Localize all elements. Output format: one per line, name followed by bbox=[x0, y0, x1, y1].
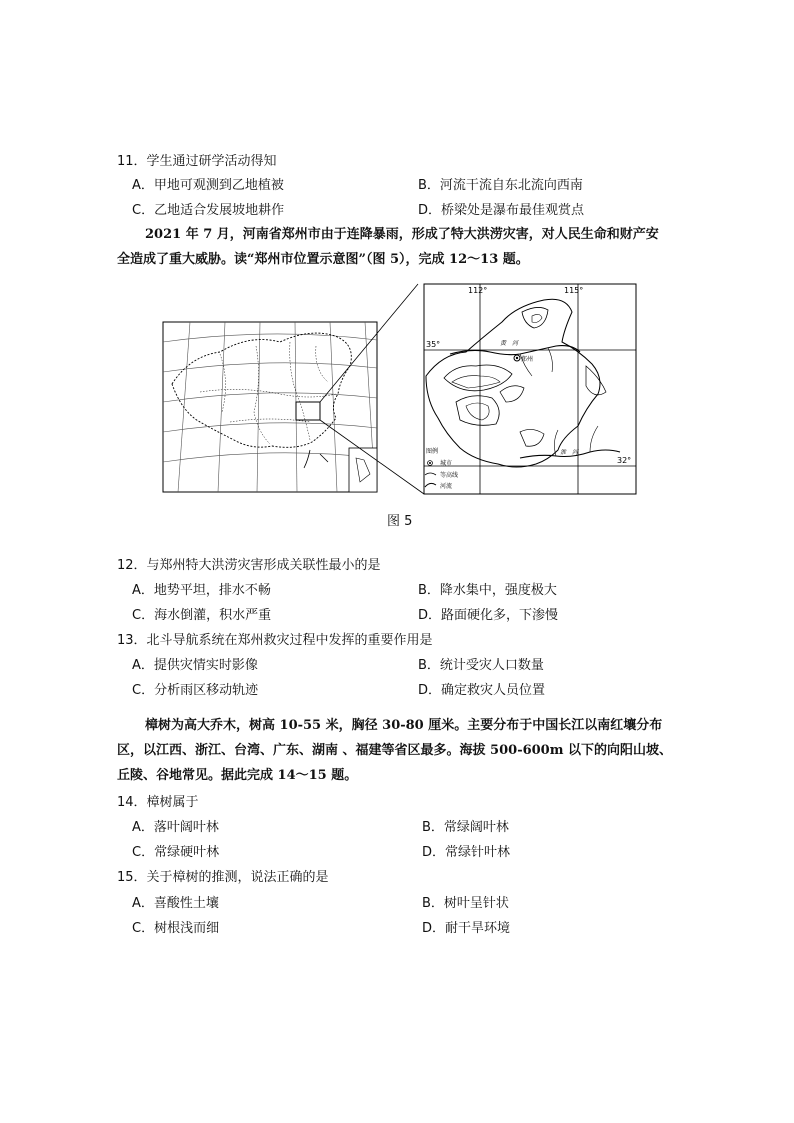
figure-5-maps bbox=[160, 282, 640, 496]
china-overview-map bbox=[163, 322, 377, 492]
q15-option-d: D．耐干旱环境 bbox=[422, 921, 511, 936]
q15-option-a: A．喜酸性土壤 bbox=[132, 896, 219, 911]
q11-option-a: A．甲地可观测到乙地植被 bbox=[132, 178, 284, 193]
q13-option-a: A．提供灾情实时影像 bbox=[132, 658, 258, 673]
label-lat-35: 35° bbox=[426, 340, 441, 349]
passage-flood-line-2: 全造成了重大威胁。读“郑州市位置示意图”（图 5），完成 12～13 题。 bbox=[117, 252, 529, 267]
label-lat-32: 32° bbox=[617, 456, 632, 465]
q13-option-d: D．确定救灾人员位置 bbox=[418, 683, 546, 698]
q11-stem: 11．学生通过研学活动得知 bbox=[117, 154, 277, 169]
passage-camphor bbox=[117, 713, 687, 788]
label-river-huai: 淮 河 bbox=[560, 449, 579, 456]
q12-option-d: D．路面硬化多，下渗慢 bbox=[418, 608, 559, 623]
q12-option-a: A．地势平坦，排水不畅 bbox=[132, 583, 271, 598]
q15-option-b: B．树叶呈针状 bbox=[422, 896, 509, 911]
passage-camphor-line-1: 樟树为高大乔木，树高 10-55 米，胸径 30-80 厘米。主要分布于中国长江以南红壤分布 bbox=[145, 718, 663, 733]
q11-option-c: C．乙地适合发展坡地耕作 bbox=[132, 203, 285, 218]
q15-stem: 15．关于樟树的推测，说法正确的是 bbox=[117, 870, 329, 885]
q12-stem: 12．与郑州特大洪涝灾害形成关联性最小的是 bbox=[117, 558, 381, 573]
q14-option-c: C．常绿硬叶林 bbox=[132, 845, 220, 860]
q11-option-b: B．河流干流自东北流向西南 bbox=[418, 178, 583, 193]
q14-stem: 14．樟树属于 bbox=[117, 795, 199, 810]
q13-option-b: B．统计受灾人口数量 bbox=[418, 658, 544, 673]
figure-caption: 图 5 bbox=[387, 514, 413, 529]
label-lon-112: 112° bbox=[468, 286, 488, 295]
passage-camphor-line-2: 区，以江西、浙江、台湾、广东、湖南 、福建等省区最多。海拔 500-600m 以下的向阳山坡、 bbox=[117, 743, 673, 758]
zhengzhou-location-map bbox=[424, 284, 636, 494]
legend-contour-label: 等高线 bbox=[440, 472, 459, 479]
q12-option-b: B．降水集中，强度极大 bbox=[418, 583, 557, 598]
q15-option-c: C．树根浅而细 bbox=[132, 921, 220, 936]
passage-camphor-line-3: 丘陵、谷地常见。据此完成 14～15 题。 bbox=[117, 768, 358, 783]
passage-flood-line-1: 2021 年 7 月，河南省郑州市由于连降暴雨，形成了特大洪涝灾害，对人民生命和财产安 bbox=[145, 227, 659, 242]
label-river-yellow: 黄 河 bbox=[500, 340, 519, 347]
passage-flood bbox=[117, 222, 677, 272]
q13-stem: 13．北斗导航系统在郑州救灾过程中发挥的重要作用是 bbox=[117, 633, 433, 648]
q13-option-c: C．分析雨区移动轨迹 bbox=[132, 683, 259, 698]
legend-title: 图例 bbox=[426, 448, 439, 455]
q14-option-d: D．常绿针叶林 bbox=[422, 845, 511, 860]
q11-option-d: D．桥梁处是瀑布最佳观赏点 bbox=[418, 203, 585, 218]
legend-city-label: 城市 bbox=[440, 460, 453, 467]
label-city-zhengzhou: 郑州 bbox=[521, 356, 534, 363]
label-lon-115: 115° bbox=[564, 286, 584, 295]
q14-option-b: B．常绿阔叶林 bbox=[422, 820, 509, 835]
legend-river-label: 河流 bbox=[440, 483, 453, 490]
q14-option-a: A．落叶阔叶林 bbox=[132, 820, 219, 835]
q12-option-c: C．海水倒灌，积水严重 bbox=[132, 608, 272, 623]
